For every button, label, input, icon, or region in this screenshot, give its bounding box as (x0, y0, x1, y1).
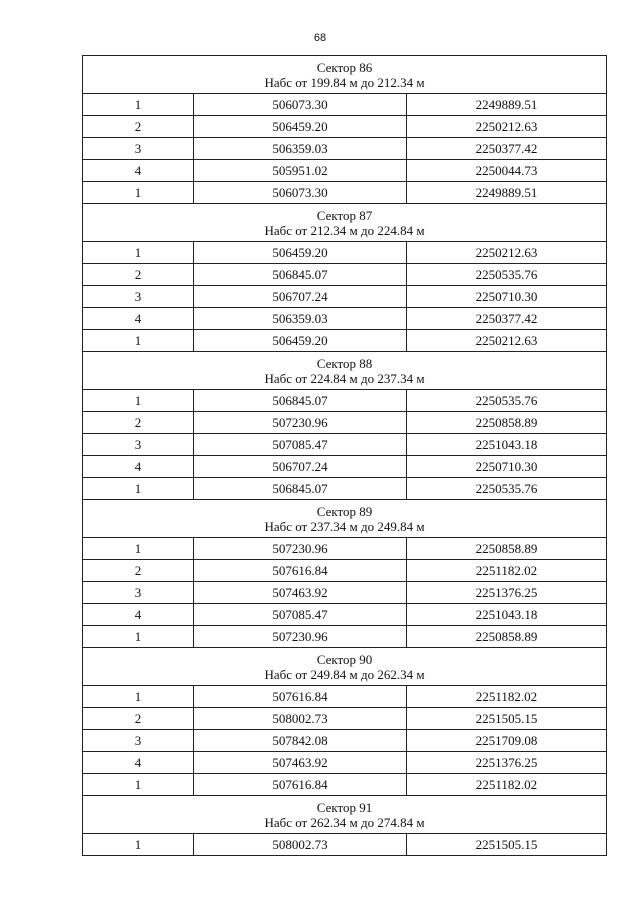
y-coordinate-cell: 2250535.76 (407, 264, 607, 286)
coordinates-table (82, 55, 607, 856)
table-row (83, 708, 607, 730)
y-coordinate-cell: 2250710.30 (407, 456, 607, 478)
table-row (83, 330, 607, 352)
point-number-cell: 2 (83, 264, 194, 286)
table-row (83, 242, 607, 264)
x-coordinate-cell: 506845.07 (194, 390, 407, 412)
x-coordinate-cell: 506845.07 (194, 264, 407, 286)
x-coordinate-cell: 507230.96 (194, 538, 407, 560)
x-coordinate-cell: 507230.96 (194, 626, 407, 648)
table-row (83, 308, 607, 330)
table-row (83, 160, 607, 182)
point-number-cell: 2 (83, 560, 194, 582)
table-row (83, 390, 607, 412)
y-coordinate-cell: 2250858.89 (407, 538, 607, 560)
point-number-cell: 3 (83, 730, 194, 752)
y-coordinate-cell: 2251505.15 (407, 834, 607, 856)
x-coordinate-cell: 507463.92 (194, 752, 407, 774)
y-coordinate-cell: 2250858.89 (407, 412, 607, 434)
point-number-cell: 1 (83, 94, 194, 116)
sector-height-range: Набс от 224.84 м до 237.34 м (264, 370, 425, 386)
x-coordinate-cell: 506707.24 (194, 456, 407, 478)
table-row (83, 182, 607, 204)
sector-header (83, 56, 607, 94)
table-row (83, 834, 607, 856)
x-coordinate-cell: 506459.20 (194, 242, 407, 264)
table-row (83, 582, 607, 604)
sector-header (83, 796, 607, 834)
y-coordinate-cell: 2250535.76 (407, 390, 607, 412)
y-coordinate-cell: 2251043.18 (407, 434, 607, 456)
table-row (83, 456, 607, 478)
sector-header (83, 204, 607, 242)
y-coordinate-cell: 2250710.30 (407, 286, 607, 308)
y-coordinate-cell: 2251182.02 (407, 774, 607, 796)
table-row (83, 478, 607, 500)
sector-header (83, 500, 607, 538)
y-coordinate-cell: 2250535.76 (407, 478, 607, 500)
point-number-cell: 1 (83, 774, 194, 796)
table-row (83, 752, 607, 774)
sector-height-range: Набс от 262.34 м до 274.84 м (264, 814, 425, 830)
table-row (83, 774, 607, 796)
y-coordinate-cell: 2249889.51 (407, 182, 607, 204)
point-number-cell: 2 (83, 708, 194, 730)
x-coordinate-cell: 507463.92 (194, 582, 407, 604)
table-row (83, 264, 607, 286)
sector-title: Сектор 87 (316, 207, 373, 223)
x-coordinate-cell: 508002.73 (194, 708, 407, 730)
sector-header-row (83, 352, 607, 390)
point-number-cell: 1 (83, 330, 194, 352)
y-coordinate-cell: 2251709.08 (407, 730, 607, 752)
point-number-cell: 4 (83, 308, 194, 330)
point-number-cell: 4 (83, 752, 194, 774)
x-coordinate-cell: 506459.20 (194, 116, 407, 138)
point-number-cell: 2 (83, 116, 194, 138)
y-coordinate-cell: 2251182.02 (407, 560, 607, 582)
table-row (83, 626, 607, 648)
y-coordinate-cell: 2250377.42 (407, 308, 607, 330)
x-coordinate-cell: 506845.07 (194, 478, 407, 500)
y-coordinate-cell: 2251043.18 (407, 604, 607, 626)
point-number-cell: 4 (83, 456, 194, 478)
point-number-cell: 3 (83, 582, 194, 604)
x-coordinate-cell: 507085.47 (194, 434, 407, 456)
y-coordinate-cell: 2250212.63 (407, 116, 607, 138)
point-number-cell: 1 (83, 834, 194, 856)
x-coordinate-cell: 507230.96 (194, 412, 407, 434)
sector-header-row (83, 500, 607, 538)
point-number-cell: 4 (83, 160, 194, 182)
point-number-cell: 1 (83, 538, 194, 560)
table-row (83, 538, 607, 560)
x-coordinate-cell: 507616.84 (194, 560, 407, 582)
page-number: 68 (313, 32, 327, 44)
point-number-cell: 1 (83, 686, 194, 708)
sector-height-range: Набс от 249.84 м до 262.34 м (264, 666, 425, 682)
point-number-cell: 1 (83, 182, 194, 204)
y-coordinate-cell: 2251376.25 (407, 582, 607, 604)
table-row (83, 412, 607, 434)
sector-title: Сектор 91 (316, 799, 373, 815)
point-number-cell: 3 (83, 138, 194, 160)
table-row (83, 116, 607, 138)
y-coordinate-cell: 2251182.02 (407, 686, 607, 708)
x-coordinate-cell: 506459.20 (194, 330, 407, 352)
point-number-cell: 1 (83, 390, 194, 412)
sector-header-row (83, 796, 607, 834)
x-coordinate-cell: 506073.30 (194, 94, 407, 116)
point-number-cell: 4 (83, 604, 194, 626)
x-coordinate-cell: 507616.84 (194, 686, 407, 708)
sector-header (83, 648, 607, 686)
x-coordinate-cell: 506707.24 (194, 286, 407, 308)
x-coordinate-cell: 507842.08 (194, 730, 407, 752)
point-number-cell: 1 (83, 242, 194, 264)
point-number-cell: 3 (83, 434, 194, 456)
x-coordinate-cell: 507616.84 (194, 774, 407, 796)
y-coordinate-cell: 2249889.51 (407, 94, 607, 116)
sector-title: Сектор 89 (316, 503, 373, 519)
x-coordinate-cell: 505951.02 (194, 160, 407, 182)
x-coordinate-cell: 506359.03 (194, 308, 407, 330)
sector-header-row (83, 648, 607, 686)
point-number-cell: 1 (83, 626, 194, 648)
y-coordinate-cell: 2251376.25 (407, 752, 607, 774)
point-number-cell: 1 (83, 478, 194, 500)
table-row (83, 730, 607, 752)
point-number-cell: 2 (83, 412, 194, 434)
sector-header-row (83, 204, 607, 242)
sector-header-row (83, 56, 607, 94)
y-coordinate-cell: 2250377.42 (407, 138, 607, 160)
x-coordinate-cell: 506359.03 (194, 138, 407, 160)
table-row (83, 434, 607, 456)
sector-height-range: Набс от 212.34 м до 224.84 м (264, 222, 425, 238)
x-coordinate-cell: 507085.47 (194, 604, 407, 626)
sector-header (83, 352, 607, 390)
point-number-cell: 3 (83, 286, 194, 308)
y-coordinate-cell: 2250212.63 (407, 330, 607, 352)
sector-title: Сектор 88 (316, 355, 373, 371)
y-coordinate-cell: 2250858.89 (407, 626, 607, 648)
y-coordinate-cell: 2250212.63 (407, 242, 607, 264)
sector-title: Сектор 90 (316, 651, 373, 667)
table-row (83, 560, 607, 582)
y-coordinate-cell: 2251505.15 (407, 708, 607, 730)
table-row (83, 138, 607, 160)
sector-height-range: Набс от 237.34 м до 249.84 м (264, 518, 425, 534)
x-coordinate-cell: 506073.30 (194, 182, 407, 204)
x-coordinate-cell: 508002.73 (194, 834, 407, 856)
sector-title: Сектор 86 (316, 59, 373, 75)
table-row (83, 94, 607, 116)
table-row (83, 604, 607, 626)
table-row (83, 286, 607, 308)
sector-height-range: Набс от 199.84 м до 212.34 м (264, 74, 425, 90)
y-coordinate-cell: 2250044.73 (407, 160, 607, 182)
table-row (83, 686, 607, 708)
